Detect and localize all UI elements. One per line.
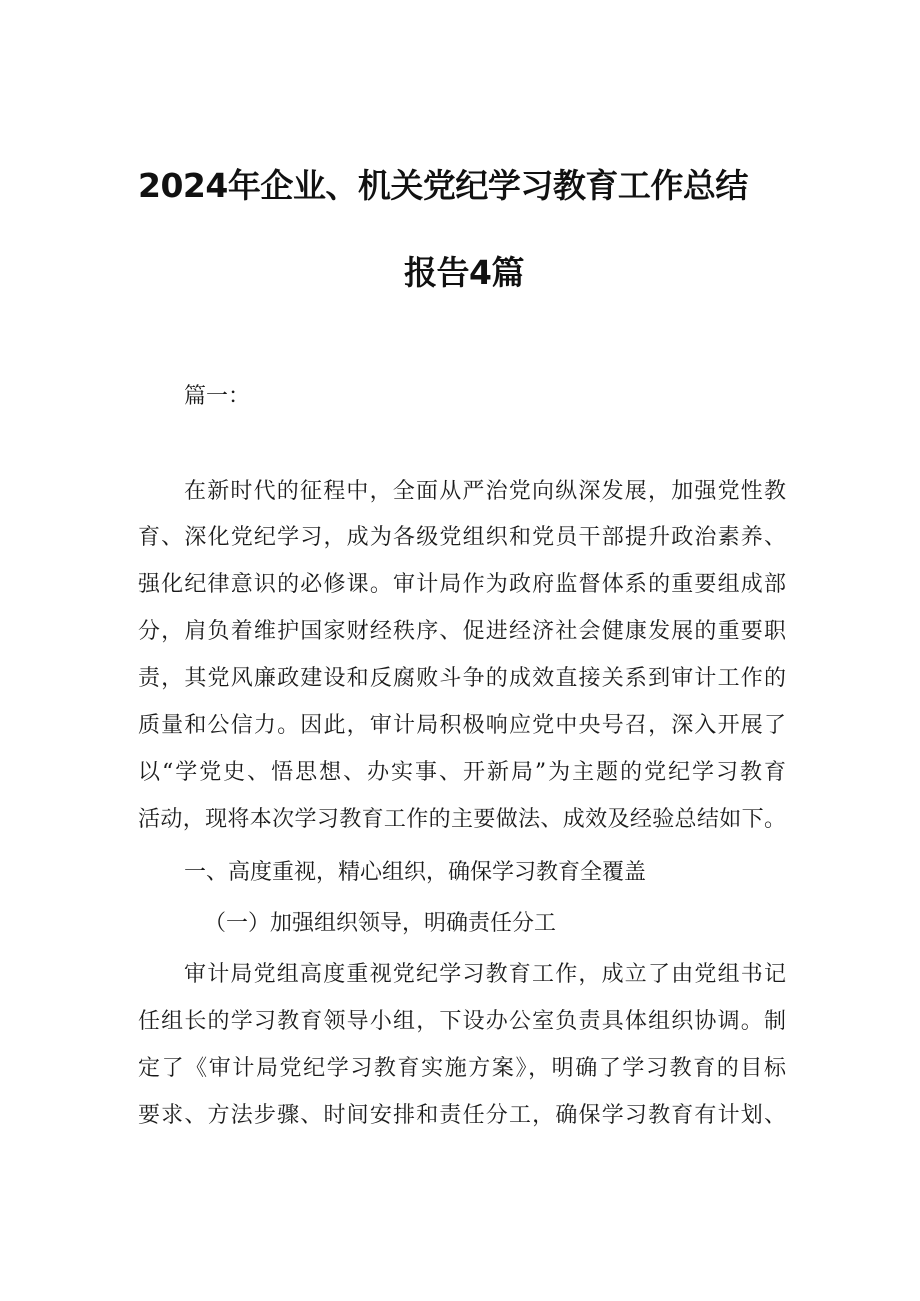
paragraph-2-line: 任组长的学习教育领导小组，下设办公室负责具体组织协调。制 [138,1009,786,1034]
section-heading: 一、高度重视，精心组织，确保学习教育全覆盖 [184,860,647,885]
section-label: 篇一： [184,384,251,409]
paragraph-1-line: 在新时代的征程中，全面从严治党向纵深发展，加强党性教 [184,479,786,504]
paragraph-1-line: 以“学党史、悟思想、办实事、开新局”为主题的党纪学习教育 [138,760,786,785]
section-subheading: （一）加强组织领导，明确责任分工 [204,911,557,936]
paragraph-1-line: 育、深化党纪学习，成为各级党组织和党员干部提升政治素养、 [138,525,786,550]
paragraph-1-line: 强化纪律意识的必修课。审计局作为政府监督体系的重要组成部 [138,572,786,597]
document-title-line-2: 报告4篇 [404,253,524,292]
paragraph-2-line: 审计局党组高度重视党纪学习教育工作，成立了由党组书记 [184,962,786,987]
paragraph-1-line: 分，肩负着维护国家财经秩序、促进经济社会健康发展的重要职 [138,619,786,644]
paragraph-1-line: 活动，现将本次学习教育工作的主要做法、成效及经验总结如下。 [138,807,786,832]
paragraph-2-line: 定了《审计局党纪学习教育实施方案》，明确了学习教育的目标 [138,1056,786,1081]
paragraph-1-line: 责，其党风廉政建设和反腐败斗争的成效直接关系到审计工作的 [138,666,786,691]
paragraph-1-line: 质量和公信力。因此，审计局积极响应党中央号召，深入开展了 [138,713,786,738]
document-title-line-1: 2024年企业、机关党纪学习教育工作总结 [138,166,748,205]
paragraph-2-line: 要求、方法步骤、时间安排和责任分工，确保学习教育有计划、 [138,1103,786,1128]
